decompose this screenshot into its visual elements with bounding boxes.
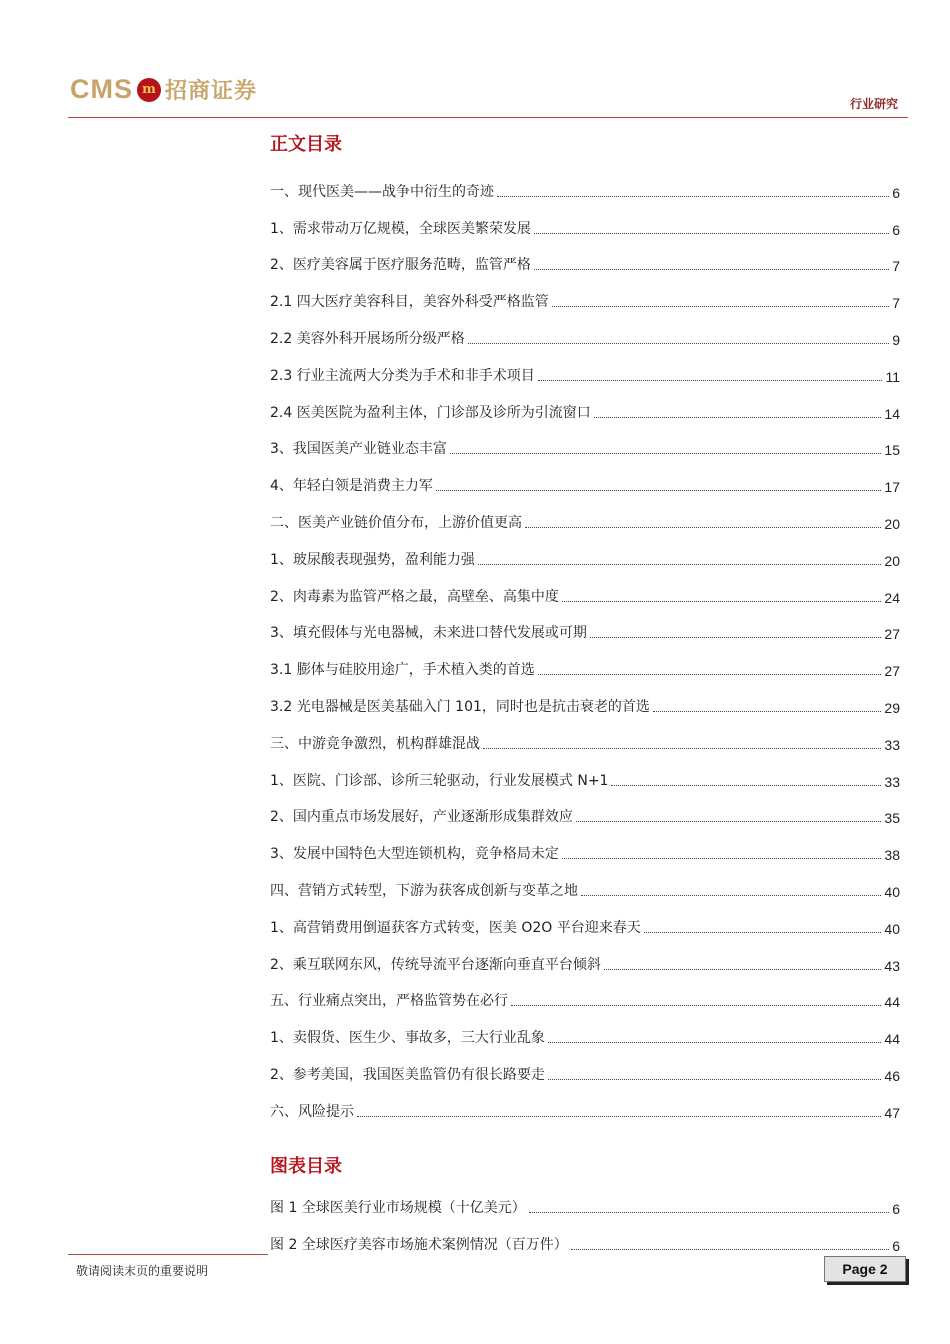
toc-entry-title: 3、发展中国特色大型连锁机构，竞争格局未定 [270, 846, 559, 863]
toc-dot-leader [548, 1079, 882, 1080]
toc-entry[interactable] [270, 311, 900, 348]
toc-entry-title: 图 2 全球医疗美容市场施术案例情况（百万件） [270, 1236, 568, 1253]
toc-dot-leader [436, 490, 882, 491]
toc-entry[interactable] [270, 716, 900, 753]
toc-entry-page: 43 [884, 957, 900, 974]
toc-dot-leader [571, 1249, 889, 1250]
toc-entry-page: 35 [884, 810, 900, 827]
toc-entry-page: 6 [892, 1237, 900, 1254]
logo-chinese-name: 招商证券 [165, 79, 258, 104]
toc-entry[interactable] [270, 569, 900, 606]
toc-entry-title: 1、卖假货、医生少、事故多，三大行业乱象 [270, 1030, 545, 1047]
toc-entry[interactable] [270, 1217, 900, 1254]
toc-entry-page: 29 [884, 699, 900, 716]
toc-entry[interactable] [270, 974, 900, 1011]
toc-entry-page: 33 [884, 736, 900, 753]
toc-entry-page: 47 [884, 1104, 900, 1121]
logo-mark-glyph: m [142, 82, 156, 97]
toc-dot-leader [576, 821, 882, 822]
page-header [0, 0, 950, 120]
toc-entry-title: 1、需求带动万亿规模，全球医美繁荣发展 [270, 220, 531, 237]
toc-entry-title: 2.4 医美医院为盈利主体，门诊部及诊所为引流窗口 [270, 404, 591, 421]
toc-entry-title: 2.3 行业主流两大分类为手术和非手术项目 [270, 367, 535, 384]
toc-dot-leader [653, 711, 882, 712]
toc-entry[interactable] [270, 1010, 900, 1047]
toc-dot-leader [590, 637, 882, 638]
toc-list [270, 164, 900, 1121]
toc-entry[interactable] [270, 458, 900, 495]
toc-entry[interactable] [270, 201, 900, 238]
toc-dot-leader [450, 453, 882, 454]
toc-entry-page: 38 [884, 847, 900, 864]
toc-entry-title: 2、参考美国，我国医美监管仍有很长路要走 [270, 1066, 545, 1083]
toc-entry-page: 46 [884, 1067, 900, 1084]
toc-entry-page: 6 [892, 1200, 900, 1217]
toc-entry-title: 2.1 四大医疗美容科目，美容外科受严格监管 [270, 294, 549, 311]
toc-dot-leader [534, 233, 889, 234]
company-logo [70, 74, 257, 105]
toc-title: 正文目录 [270, 134, 342, 155]
toc-entry[interactable] [270, 532, 900, 569]
toc-entry-page: 27 [884, 626, 900, 643]
toc-dot-leader [548, 1042, 882, 1043]
toc-dot-leader [552, 306, 889, 307]
toc-entry[interactable] [270, 642, 900, 679]
toc-entry[interactable] [270, 1180, 900, 1217]
toc-entry-page: 20 [884, 515, 900, 532]
logo-latin: CMS [70, 74, 133, 104]
toc-dot-leader [525, 527, 881, 528]
toc-entry-page: 9 [892, 331, 900, 348]
toc-entry[interactable] [270, 238, 900, 275]
toc-entry-title: 3、我国医美产业链业态丰富 [270, 441, 447, 458]
toc-entry[interactable] [270, 164, 900, 201]
toc-dot-leader [468, 343, 889, 344]
toc-dot-leader [611, 785, 881, 786]
toc-entry[interactable] [270, 826, 900, 863]
toc-entry-title: 2、乘互联网东风，传统导流平台逐渐向垂直平台倾斜 [270, 956, 601, 973]
toc-entry-page: 20 [884, 552, 900, 569]
toc-entry-title: 2、医疗美容属于医疗服务范畴，监管严格 [270, 257, 531, 274]
toc-entry[interactable] [270, 753, 900, 790]
toc-entry-page: 24 [884, 589, 900, 606]
toc-entry-title: 4、年轻白领是消费主力军 [270, 478, 433, 495]
toc-entry-page: 44 [884, 1031, 900, 1048]
toc-dot-leader [604, 969, 882, 970]
toc-entry-page: 7 [892, 258, 900, 275]
report-category: 行业研究 [849, 97, 898, 111]
toc-entry-page: 6 [892, 221, 900, 238]
toc-entry-page: 6 [892, 184, 900, 201]
toc-entry-title: 一、现代医美——战争中衍生的奇迹 [270, 183, 494, 200]
toc-entry-page: 11 [885, 368, 900, 385]
toc-entry-title: 六、风险提示 [270, 1103, 354, 1120]
toc-entry[interactable] [270, 606, 900, 643]
toc-dot-leader [511, 1005, 881, 1006]
toc-dot-leader [478, 564, 882, 565]
toc-entry[interactable] [270, 790, 900, 827]
toc-entry[interactable] [270, 1084, 900, 1121]
toc-entry-title: 2、肉毒素为监管严格之最，高壁垒、高集中度 [270, 588, 559, 605]
toc-entry[interactable] [270, 422, 900, 459]
toc-dot-leader [538, 380, 883, 381]
toc-dot-leader [483, 748, 881, 749]
toc-entry-title: 2.2 美容外科开展场所分级严格 [270, 330, 465, 347]
toc-entry-page: 27 [884, 663, 900, 680]
toc-entry-title: 三、中游竞争激烈，机构群雄混战 [270, 735, 480, 752]
toc-dot-leader [497, 196, 889, 197]
footer-divider [68, 1254, 268, 1255]
toc-dot-leader [538, 674, 882, 675]
toc-entry-title: 1、高营销费用倒逼获客方式转变，医美 O2O 平台迎来春天 [270, 919, 641, 936]
toc-entry[interactable] [270, 348, 900, 385]
toc-dot-leader [562, 858, 882, 859]
figures-title: 图表目录 [270, 1156, 342, 1177]
toc-entry-title: 2、国内重点市场发展好，产业逐渐形成集群效应 [270, 809, 573, 826]
toc-entry-title: 3.2 光电器械是医美基础入门 101，同时也是抗击衰老的首选 [270, 698, 650, 715]
toc-entry-title: 1、玻尿酸表现强势，盈利能力强 [270, 551, 475, 568]
toc-dot-leader [581, 895, 881, 896]
toc-entry-page: 7 [892, 295, 900, 312]
figures-list [270, 1180, 900, 1254]
toc-entry[interactable] [270, 274, 900, 311]
toc-dot-leader [534, 269, 889, 270]
page-number-badge: Page 2 [824, 1256, 906, 1282]
toc-entry-page: 17 [884, 479, 900, 496]
logo-mark-icon [137, 78, 161, 102]
toc-entry-title: 图 1 全球医美行业市场规模（十亿美元） [270, 1199, 526, 1216]
toc-entry-title: 1、医院、门诊部、诊所三轮驱动，行业发展模式 N+1 [270, 772, 609, 789]
toc-entry[interactable] [270, 679, 900, 716]
toc-entry-title: 五、行业痛点突出，严格监管势在必行 [270, 993, 508, 1010]
toc-entry-page: 40 [884, 883, 900, 900]
toc-entry[interactable] [270, 495, 900, 532]
toc-entry-title: 3.1 膨体与硅胶用途广，手术植入类的首选 [270, 662, 535, 679]
toc-dot-leader [357, 1116, 881, 1117]
toc-dot-leader [594, 417, 882, 418]
toc-entry[interactable] [270, 863, 900, 900]
toc-entry[interactable] [270, 385, 900, 422]
toc-entry-page: 44 [884, 994, 900, 1011]
toc-dot-leader [644, 932, 882, 933]
toc-dot-leader [529, 1212, 889, 1213]
toc-entry[interactable] [270, 937, 900, 974]
header-divider [68, 117, 908, 118]
toc-entry-title: 二、医美产业链价值分布，上游价值更高 [270, 514, 522, 531]
toc-entry-title: 3、填充假体与光电器械，未来进口替代发展或可期 [270, 625, 587, 642]
toc-entry-page: 14 [884, 405, 900, 422]
toc-entry-title: 四、营销方式转型，下游为获客成创新与变革之地 [270, 882, 578, 899]
toc-entry-page: 33 [884, 773, 900, 790]
toc-dot-leader [562, 601, 882, 602]
toc-entry-page: 15 [884, 442, 900, 459]
toc-entry[interactable] [270, 1047, 900, 1084]
toc-entry-page: 40 [884, 920, 900, 937]
footer-disclaimer-note: 敬请阅读末页的重要说明 [76, 1264, 209, 1278]
toc-entry[interactable] [270, 900, 900, 937]
